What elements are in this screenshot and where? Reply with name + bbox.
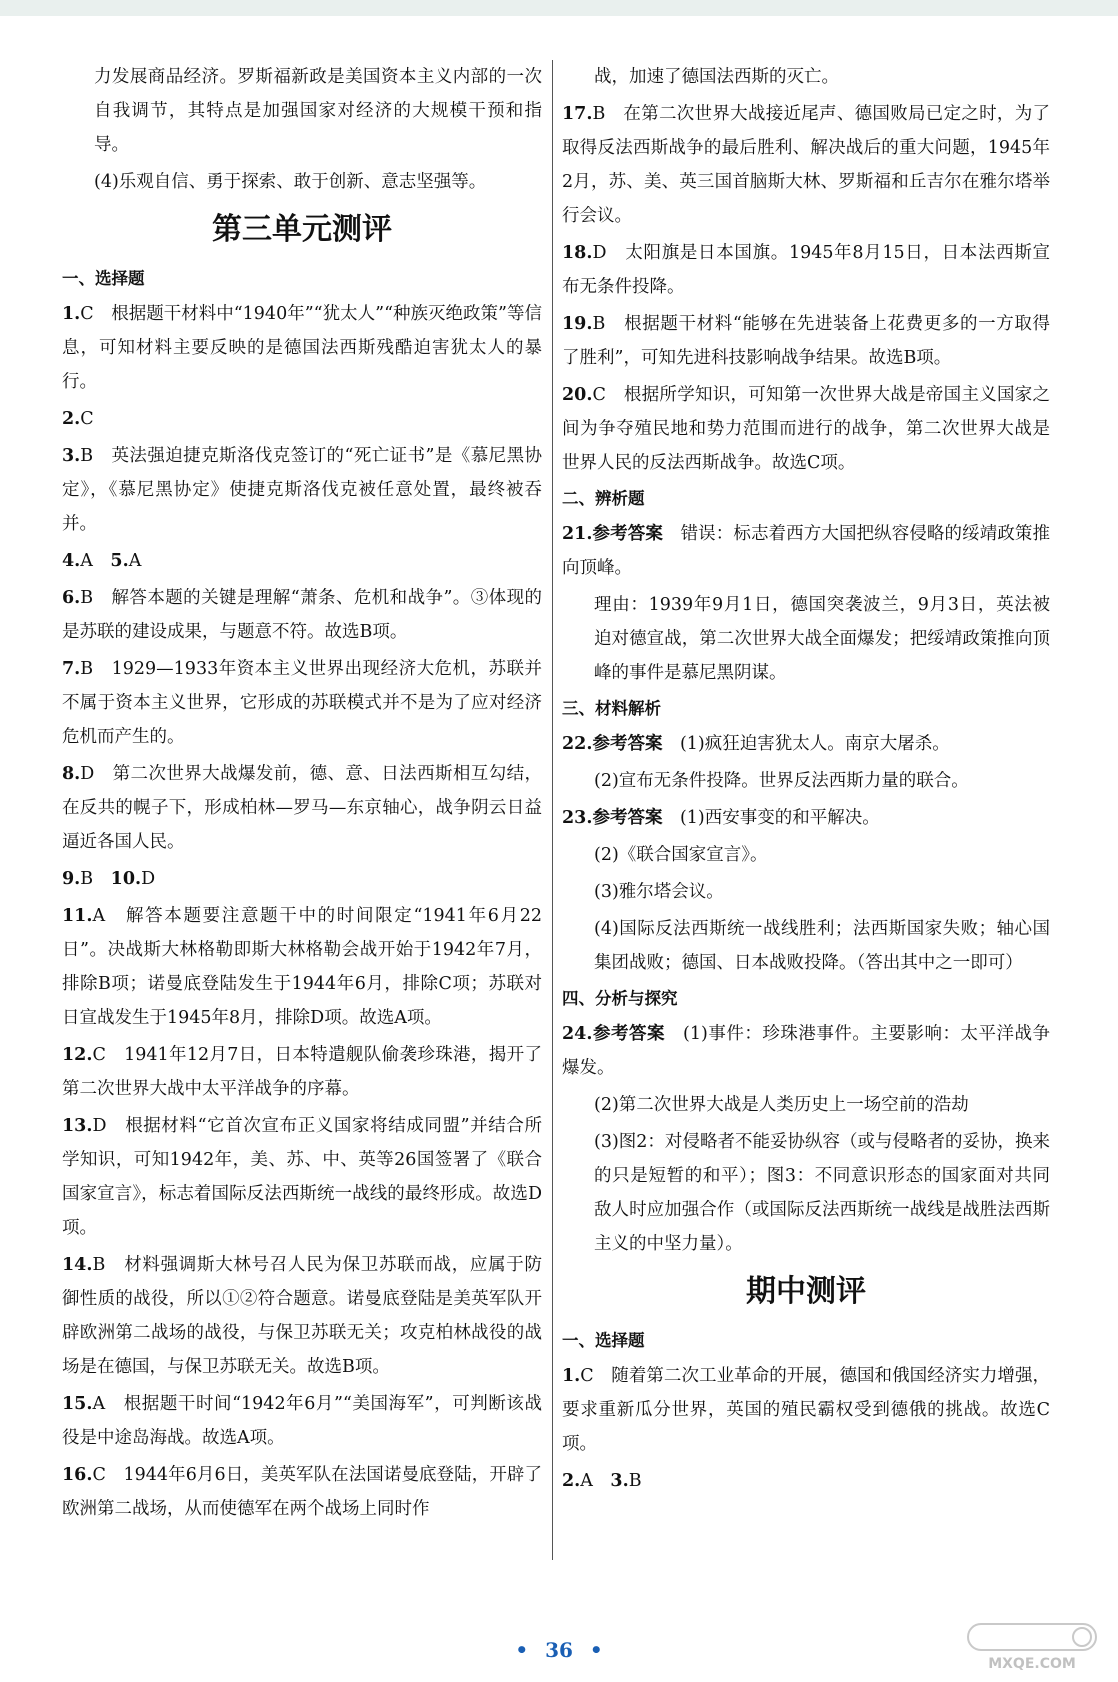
answer-22: 22.参考答案 (1)疯狂迫害犹太人。南京大屠杀。: [562, 734, 950, 754]
intro-paragraph: 力发展商品经济。罗斯福新政是美国资本主义内部的一次自我调节，其特点是加强国家对经济的大规模干预和指导。: [94, 67, 542, 155]
midterm-title: 期中测评: [746, 1274, 866, 1309]
answer-23-part-2: (2)《联合国家宣言》。: [594, 845, 768, 865]
answer-9-10: 9.B 10.D: [62, 869, 156, 889]
answer-24-part-3: (3)图2：对侵略者不能妥协纵容（或与侵略者的妥协，换来的只是短暂的和平）；图3：不同意识形态的国家面对共同敌人时应加强合作（或国际反法西斯统一战线是战胜法西斯主义的中坚力量）。: [594, 1132, 1050, 1254]
answer-1: 1.C 根据题干材料中“1940年”“犹太人”“种族灭绝政策”等信息，可知材料主要反映的是德国法西斯残酷迫害犹太人的暴行。: [62, 304, 543, 392]
answer-2: 2.C: [62, 409, 94, 429]
page-number-value: 36: [545, 1638, 573, 1662]
page-number: [0, 1638, 1118, 1662]
answer-21-reason: 理由：1939年9月1日，德国突袭波兰，9月3日，英法被迫对德宣战，第二次世界大战全面爆发；把绥靖政策推向顶峰的事件是慕尼黑阴谋。: [594, 595, 1050, 683]
answer-4-5: 4.A 5.A: [62, 551, 142, 571]
answer-15: 15.A 根据题干时间“1942年6月”“美国海军”，可判断该战役是中途岛海战。故选A项。: [62, 1394, 542, 1448]
right-column: [562, 60, 1050, 1501]
column-divider: [552, 60, 553, 1560]
answer-12: 12.C 1941年12月7日，日本特遣舰队偷袭珍珠港，揭开了第二次世界大战中太平洋战争的序幕。: [62, 1045, 543, 1099]
top-edge-band: [0, 0, 1118, 16]
section-heading-midterm-choice: 一、选择题: [562, 1331, 645, 1350]
section-heading-analysis: 四、分析与探究: [562, 989, 678, 1008]
answer-18: 18.D 太阳旗是日本国旗。1945年8月15日，日本法西斯宣布无条件投降。: [562, 243, 1051, 297]
answer-23-part-3: (3)雅尔塔会议。: [594, 882, 724, 902]
page-number-dot-left: •: [515, 1638, 529, 1662]
section-heading-discrimination: 二、辨析题: [562, 489, 645, 508]
answer-24-part-2: (2)第二次世界大战是人类历史上一场空前的浩劫: [594, 1095, 969, 1115]
answer-20: 20.C 根据所学知识，可知第一次世界大战是帝国主义国家之间为争夺殖民地和势力范围而进行的战争，第二次世界大战是世界人民的反法西斯战争。故选C项。: [562, 385, 1051, 473]
watermark-stamp-icon: [962, 1620, 1102, 1654]
answer-14: 14.B 材料强调斯大林号召人民为保卫苏联而战，应属于防御性质的战役，所以①②符合题意。诺曼底登陆是美英军队开辟欧洲第二战场的战役，与保卫苏联无关；攻克柏林战役的战场是在德国，与保卫苏联无关。故选B项。: [62, 1255, 542, 1377]
answer-7: 7.B 1929—1933年资本主义世界出现经济大危机，苏联并不属于资本主义世界，它形成的苏联模式并不是为了应对经济危机而产生的。: [62, 659, 543, 747]
answer-21: 21.参考答案 错误：标志着西方大国把纵容侵略的绥靖政策推向顶峰。: [562, 524, 1051, 578]
answer-16-continued: 战，加速了德国法西斯的灭亡。: [594, 67, 839, 87]
answer-3: 3.B 英法强迫捷克斯洛伐克签订的“死亡证书”是《慕尼黑协定》，《慕尼黑协定》使捷克斯洛伐克被任意处置，最终被吞并。: [62, 446, 542, 534]
answer-8: 8.D 第二次世界大战爆发前，德、意、日法西斯相互勾结，在反共的幌子下，形成柏林—罗马—东京轴心，战争阴云日益逼近各国人民。: [62, 764, 543, 852]
unit-title: 第三单元测评: [212, 212, 392, 247]
section-heading-choice: 一、选择题: [62, 269, 145, 288]
midterm-answer-1: 1.C 随着第二次工业革命的开展，德国和俄国经济实力增强，要求重新瓜分世界，英国的殖民霸权受到德俄的挑战。故选C项。: [562, 1366, 1051, 1454]
watermark-logo: [962, 1620, 1102, 1672]
answer-13: 13.D 根据材料“它首次宣布正义国家将结成同盟”并结合所学知识，可知1942年，美、苏、中、英等26国签署了《联合国家宣言》，标志着国际反法西斯统一战线的最终形成。故选D项。: [62, 1116, 542, 1238]
answer-6: 6.B 解答本题的关键是理解“萧条、危机和战争”。③体现的是苏联的建设成果，与题意不符。故选B项。: [62, 588, 542, 642]
answer-16: 16.C 1944年6月6日，美英军队在法国诺曼底登陆，开辟了欧洲第二战场，从而使德军在两个战场上同时作: [62, 1465, 542, 1519]
section-heading-material: 三、材料解析: [562, 699, 661, 718]
answer-19: 19.B 根据题干材料“能够在先进装备上花费更多的一方取得了胜利”，可知先进科技影响战争结果。故选B项。: [562, 314, 1050, 368]
page-number-dot-right: •: [589, 1638, 603, 1662]
midterm-answer-2-3: 2.A 3.B: [562, 1471, 642, 1491]
left-column: [62, 60, 542, 1529]
answer-17: 17.B 在第二次世界大战接近尾声、德国败局已定之时，为了取得反法西斯战争的最后胜利、解决战后的重大问题，1945年2月，苏、美、英三国首脑斯大林、罗斯福和丘吉尔在雅尔塔举行会议。: [562, 104, 1051, 226]
watermark-text: MXQE.COM: [988, 1656, 1076, 1672]
answer-22-part-2: (2)宣布无条件投降。世界反法西斯力量的联合。: [594, 771, 969, 791]
intro-point-4: (4)乐观自信、勇于探索、敢于创新、意志坚强等。: [94, 172, 487, 192]
answer-11: 11.A 解答本题要注意题干中的时间限定“1941年6月22日”。决战斯大林格勒即斯大林格勒会战开始于1942年7月，排除B项；诺曼底登陆发生于1944年6月，排除C项；苏联对日宣战发生于1945年8月，排除D项。故选A项。: [62, 906, 543, 1028]
answer-23-part-4: (4)国际反法西斯统一战线胜利；法西斯国家失败；轴心国集团战败；德国、日本战败投降。（答出其中之一即可）: [594, 919, 1050, 973]
answer-24: 24.参考答案 (1)事件：珍珠港事件。主要影响：太平洋战争爆发。: [562, 1024, 1051, 1078]
answer-23: 23.参考答案 (1)西安事变的和平解决。: [562, 808, 880, 828]
